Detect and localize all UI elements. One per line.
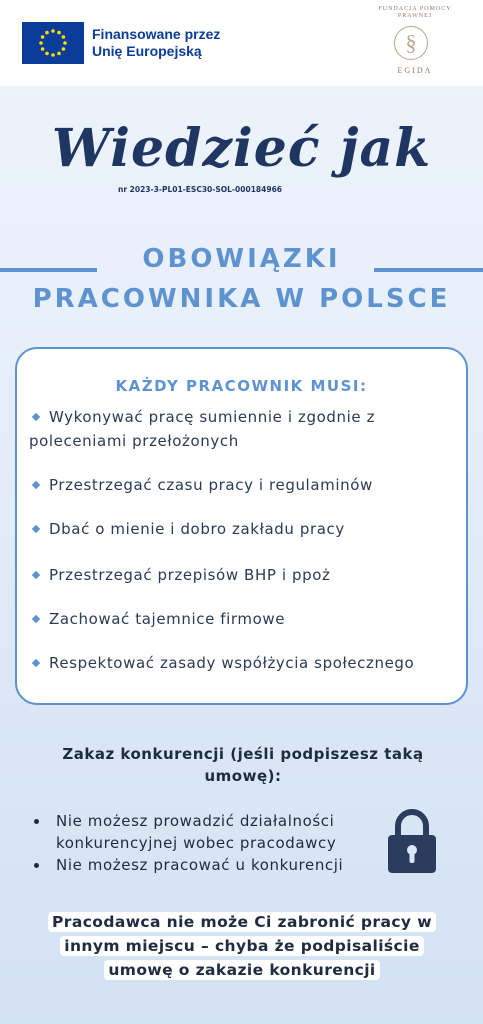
competition-item <box>34 854 374 876</box>
eu-funding-line1: Finansowane przez <box>92 26 221 42</box>
competition-item-text: Nie możesz pracować u konkurencji <box>56 856 344 874</box>
bottom-note-text: Pracodawca nie może Ci zabronić pracy w innym miejscu – chyba że podpisaliście umowę o zakazie konkurencji <box>48 912 436 980</box>
top-banner <box>0 0 483 86</box>
duties-card-title: KAŻDY PRACOWNIK MUSI: <box>115 377 368 395</box>
duty-item-text: Przestrzegać przepisów BHP i ppoż <box>49 566 331 584</box>
page-title: Wiedzieć jak <box>51 118 432 179</box>
bottom-note <box>44 910 440 982</box>
padlock-icon <box>386 808 438 874</box>
eu-funding-label <box>92 26 220 60</box>
diamond-bullet-icon <box>32 412 40 420</box>
competition-ban-title: Zakaz konkurencji (jeśli podpiszesz taką umowę): <box>62 745 424 785</box>
duty-item <box>29 607 459 631</box>
duty-item <box>29 473 459 497</box>
duty-item <box>29 405 459 453</box>
diamond-bullet-icon <box>32 570 40 578</box>
eu-flag-icon <box>22 22 84 64</box>
eu-funding-line2: Unię Europejską <box>92 43 202 59</box>
bullet-dot-icon <box>34 819 39 824</box>
diamond-bullet-icon <box>32 480 40 488</box>
duty-item-text: Dbać o mienie i dobro zakładu pracy <box>49 520 345 538</box>
section-heading-line2: PRACOWNIKA W POLSCE <box>32 284 451 314</box>
egida-name: EGIDA <box>397 66 433 75</box>
duty-item-text: Zachować tajemnice firmowe <box>49 610 286 628</box>
duty-item-text: Przestrzegać czasu pracy i regulaminów <box>49 476 373 494</box>
diamond-bullet-icon <box>32 524 40 532</box>
diamond-bullet-icon <box>32 658 40 666</box>
duty-item-text: Respektować zasady współżycia społecznego <box>49 654 415 672</box>
duty-item-text: Wykonywać pracę sumiennie i zgodnie z poleceniami przełożonych <box>29 408 376 450</box>
diamond-bullet-icon <box>32 614 40 622</box>
duties-card <box>15 347 468 705</box>
duty-item <box>29 517 459 541</box>
competition-item <box>34 810 374 854</box>
bullet-dot-icon <box>34 863 39 868</box>
section-heading-line1: OBOWIĄZKI <box>142 244 341 274</box>
egida-foundation-label: FUNDACJA POMOCY PRAWNEJ <box>378 6 452 19</box>
project-code: nr 2023-3-PL01-ESC30-SOL-000184966 <box>118 185 283 194</box>
section-sign-logo-icon: § <box>394 26 428 60</box>
competition-item-text: Nie możesz prowadzić działalności konkurencyjnej wobec pracodawcy <box>56 812 337 852</box>
duty-item <box>29 563 459 587</box>
duty-item <box>29 651 459 675</box>
